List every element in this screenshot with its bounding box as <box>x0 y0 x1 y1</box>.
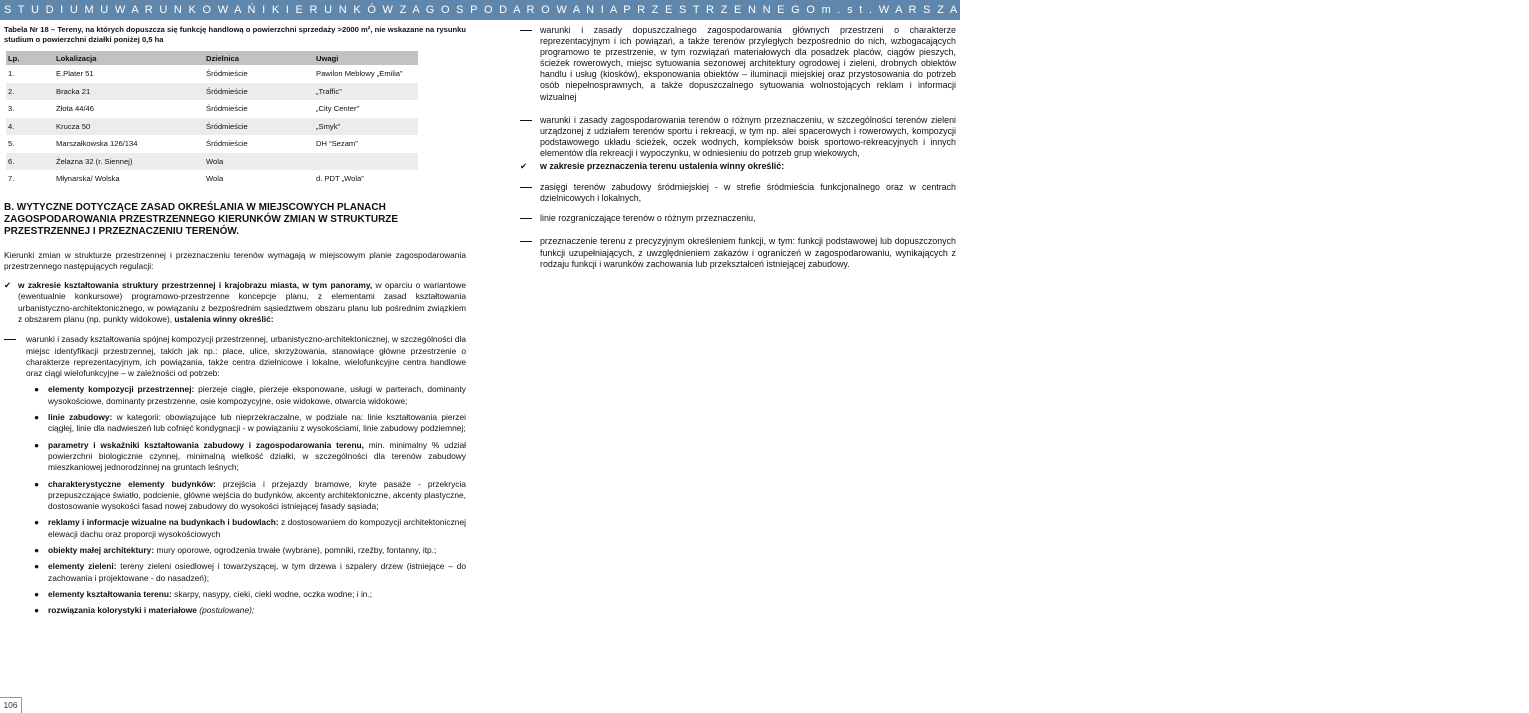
cell <box>314 153 418 171</box>
bullet-structure <box>4 280 466 325</box>
cell: Śródmieście <box>204 135 314 153</box>
locations-table <box>6 51 418 188</box>
cell: DH “Sezam” <box>314 135 418 153</box>
cell: „Traffic” <box>314 83 418 101</box>
sub-item-text: (postulowane); <box>196 605 255 616</box>
table-row <box>6 118 418 136</box>
sub-bullet-marker: ● <box>34 588 40 599</box>
sub-item <box>4 384 466 407</box>
intro-paragraph: Kierunki zmian w strukturze przestrzennej i przeznaczeniu terenów wymagają w miejscowym planie zagospodarowania przestrzennego następujących regulacji: <box>4 249 466 271</box>
dash-item-representative-spaces <box>500 25 956 103</box>
sub-item-bold: elementy kompozycji przestrzennej: <box>48 384 195 395</box>
table-row <box>6 153 418 171</box>
bullet-tail: ustalenia winny określić: <box>174 313 274 324</box>
dash-item-green-areas <box>500 115 956 159</box>
sub-bullet-marker: ● <box>34 439 40 450</box>
dash-text: linie rozgraniczające terenów o różnym przeznaczeniu, <box>540 213 756 224</box>
cell: Śródmieście <box>204 83 314 101</box>
sub-item-bold: obiekty małej architektury: <box>48 545 155 556</box>
sub-item <box>4 440 466 474</box>
bullet-land-use <box>500 161 956 172</box>
table-row <box>6 100 418 118</box>
cell: Śródmieście <box>204 118 314 136</box>
table-caption: Tabela Nr 18 – Tereny, na których dopuszcza się funkcję handlową o powierzchni sprzedaży >2000 m², nie wskazane na rysunku studium o powierzchni działki poniżej 0,5 ha <box>4 25 466 44</box>
col-header-dzielnica: Dzielnica <box>204 51 314 65</box>
sub-bullet-marker: ● <box>34 605 40 616</box>
sub-item-text: min. minimalny % udział powierzchni biologicznie czynnej, minimalną wielkość działki, w szczególności dla terenów zabudowy mieszkaniowej jednorodzinnej na gruntach leśnych; <box>48 439 467 473</box>
dash-marker <box>520 187 532 188</box>
dash-item-land-purpose <box>500 236 956 269</box>
cell: 7. <box>6 170 54 188</box>
cell: Śródmieście <box>204 100 314 118</box>
bullet-marker: ✔ <box>4 280 12 291</box>
cell: 5. <box>6 135 54 153</box>
section-b-heading: B. WYTYCZNE DOTYCZĄCE ZASAD OKREŚLANIA W MIEJSCOWYCH PLANACH ZAGOSPODAROWANIA PRZESTRZENNEGO KIERUNKÓW ZMIAN W STRUKTURZE PRZESTRZENNEJ I PRZEZNACZENIU TERENÓW. <box>4 201 399 237</box>
sub-item <box>4 589 466 600</box>
table-row <box>6 83 418 101</box>
dash-item-composition <box>4 334 466 379</box>
sub-bullet-marker: ● <box>34 545 40 556</box>
cell: 2. <box>6 83 54 101</box>
cell: 3. <box>6 100 54 118</box>
bullet-marker: ✔ <box>520 161 528 172</box>
sub-item <box>4 561 466 584</box>
cell: Wola <box>204 153 314 171</box>
page-number: 106 <box>0 697 22 713</box>
sub-item-bold: elementy zieleni: <box>48 561 117 572</box>
dash-text: warunki i zasady dopuszczalnego zagospodarowania głównych przestrzeni o charakterze reprezentacyjnym i ich powiązań, a także terenów przyległych bezpośrednio do nich, wzbogacających programowo te przestrzenie, w tym rozwiązań materiałowych dla posadzek placów, ciągów pieszych, ścieżek rowerowych, miejsc sytuowania sezonowej architektury ogrodowej i zieleni, drobnych obiektów handlu i usług (kiosków), eksponowania obiektów – iluminacji miejskiej oraz przystosowania do potrzeb osób niepełnosprawnych, a także dopuszczalnego sytuowania wolnostojących reklam i informacji wizualnej <box>540 25 956 102</box>
sub-item-bold: charakterystyczne elementy budynków: <box>48 478 216 489</box>
cell: Pawilon Meblowy „Emilia” <box>314 65 418 83</box>
sub-item <box>4 605 466 616</box>
sub-item-text: mury oporowe, ogrodzenia trwałe (wybrane), pomniki, rzeźby, fontanny, itp.; <box>154 545 437 556</box>
cell: Bracka 21 <box>54 83 204 101</box>
cell: 1. <box>6 65 54 83</box>
sub-item-text: tereny zieleni osiedlowej i towarzyszącej, w tym drzewa i szpalery drzew (istniejące – do zachowania i projektowane - do nasadzeń); <box>48 561 466 583</box>
cell: „Smyk” <box>314 118 418 136</box>
cell: E.Plater 51 <box>54 65 204 83</box>
bullet-text: w oparciu o wariantowe (ewentualnie konkursowe) programowo-przestrzenne koncepcje planu, z elementami zasad kształtowania urbanistyczno-architektonicznego, w powiązaniu z bezpośrednim sąsiedztwem obszaru planu lub pośrednim związkiem z obszarem planu (np. punkty widokowe), <box>18 280 466 324</box>
dash-item-downtown-zones <box>500 182 956 204</box>
dash-text: przeznaczenie terenu z precyzyjnym określeniem funkcji, w tym: funkcji podstawowej lub dopuszczonych funkcji uzupełniających, z uwzględnieniem zakazów i ograniczeń w zagospodarowaniu, wynikających z rodzaju funkcji i warunków zachowania lub przekształceń istniejącej zabudowy. <box>540 236 956 269</box>
sub-item <box>4 545 466 556</box>
dash-marker <box>520 218 532 219</box>
sub-item-text: skarpy, nasypy, cieki, cieki wodne, oczka wodne; i in.; <box>171 588 373 599</box>
sub-item <box>4 479 466 513</box>
sub-item-text: z dostosowaniem do kompozycji architektonicznej elewacji dachu oraz proporcji wysokościowych <box>48 517 466 539</box>
sub-item-text: w kategorii: obowiązujące lub nieprzekraczalne, w podziale na: linie kształtowania pierzei ciągłej, linie dla nadwieszeń lub cofnięć kondygnacji - w powiązaniu z wysokościami, linie zabudowy podziemnej; <box>48 412 466 434</box>
dash-marker <box>520 241 532 242</box>
sub-item-bold: elementy kształtowania terenu: <box>48 588 172 599</box>
dash-text: warunki i zasady kształtowania spójnej kompozycji przestrzennej, urbanistyczno-architektonicznej, w szczególności dla miejsc identyfikacji przestrzennej, takich jak np.: place, ulice, skrzyżowania, stanowiące główne przestrzenie o charakterze reprezentacyjnym, ich powiązania, także centra dzielnicowe i lokalne, wielofunkcyjne centra handlowe oraz ciągi wielofunkcyjne – w zależności od potrzeb: <box>26 334 466 379</box>
sub-item-bold: reklamy i informacje wizualne na budynkach i budowlach: <box>48 517 279 528</box>
table-row <box>6 65 418 83</box>
table-header-row <box>6 51 418 65</box>
sub-item-bold: linie zabudowy: <box>48 412 113 423</box>
sub-item-text: pierzeje ciągłe, pierzeje eksponowane, usługi w parterach, dominanty wysokościowe, dominanty przestrzenne, osie kompozycyjne, osie widokowe, otwarcia widokowe; <box>48 384 466 406</box>
sub-bullet-marker: ● <box>34 478 40 489</box>
sub-bullet-marker: ● <box>34 384 40 395</box>
col-header-lp: Lp. <box>6 51 54 65</box>
sub-item-bold: parametry i wskaźniki kształtowania zabudowy i zagospodarowania terenu, <box>48 439 365 450</box>
cell: Żelazna 32 (r. Siennej) <box>54 153 204 171</box>
dash-marker <box>4 339 16 340</box>
bullet-bold: w zakresie przeznaczenia terenu ustalenia winny określić: <box>540 161 785 172</box>
cell: „City Center” <box>314 100 418 118</box>
header-banner: S T U D I U M U W A R U N K O W A Ń I K I E R U N K Ó W Z A G O S P O D A R O W A N I A P R Z E S T R Z E N N E G O m . s t . W A R S Z A W Y – K I E R U N K I Z A G O S P O D A R O W A N I A P R Z E S T R Z E N N E G O <box>0 0 960 20</box>
dash-marker <box>520 30 532 31</box>
sub-bullet-marker: ● <box>34 561 40 572</box>
bullet-bold: w zakresie kształtowania struktury przestrzennej i krajobrazu miasta, w tym panoramy, <box>18 280 373 291</box>
cell: Śródmieście <box>204 65 314 83</box>
cell: Krucza 50 <box>54 118 204 136</box>
cell: Wola <box>204 170 314 188</box>
sub-item <box>4 412 466 435</box>
sub-bullet-marker: ● <box>34 412 40 423</box>
table-row <box>6 170 418 188</box>
sub-bullet-marker: ● <box>34 517 40 528</box>
cell: d. PDT „Wola” <box>314 170 418 188</box>
dash-marker <box>520 120 532 121</box>
table-row <box>6 135 418 153</box>
dash-item-boundary-lines <box>500 213 956 224</box>
col-header-lokalizacja: Lokalizacja <box>54 51 204 65</box>
sub-item <box>4 517 466 540</box>
cell: 4. <box>6 118 54 136</box>
right-column <box>500 25 956 270</box>
cell: Marszałkowska 126/134 <box>54 135 204 153</box>
left-column <box>4 25 466 617</box>
cell: Młynarska/ Wolska <box>54 170 204 188</box>
cell: 6. <box>6 153 54 171</box>
dash-text: warunki i zasady zagospodarowania terenów o różnym przeznaczeniu, w szczególności terenów zieleni urządzonej z udziałem terenów sportu i rekreacji, w tym np. alei spacerowych i rowerowych, kompozycji podstawowego układu ścieżek, oczek wodnych, kompleksów boisk sportowo-rekreacyjnych i innych elementów dla rekreacji i wypoczynku, w odniesieniu do potrzeb grup wiekowych, <box>540 114 956 158</box>
sub-item-bold: rozwiązania kolorystyki i materiałowe <box>48 605 197 616</box>
cell: Złota 44/46 <box>54 100 204 118</box>
col-header-uwagi: Uwagi <box>314 51 418 65</box>
dash-text: zasięgi terenów zabudowy śródmiejskiej - w strefie śródmieścia funkcjonalnego oraz w centrach dzielnicowych i lokalnych, <box>540 182 956 204</box>
sub-item-text: przejścia i przejazdy bramowe, kryte pasaże - przekrycia przepuszczające światło, podcienie, główne wejścia do budynków, akcenty architektoniczne, akcenty plastyczne, dostosowanie wysokości fasad nowej zabudowy do wysokości istniejącej fasady sąsiada; <box>48 478 466 512</box>
